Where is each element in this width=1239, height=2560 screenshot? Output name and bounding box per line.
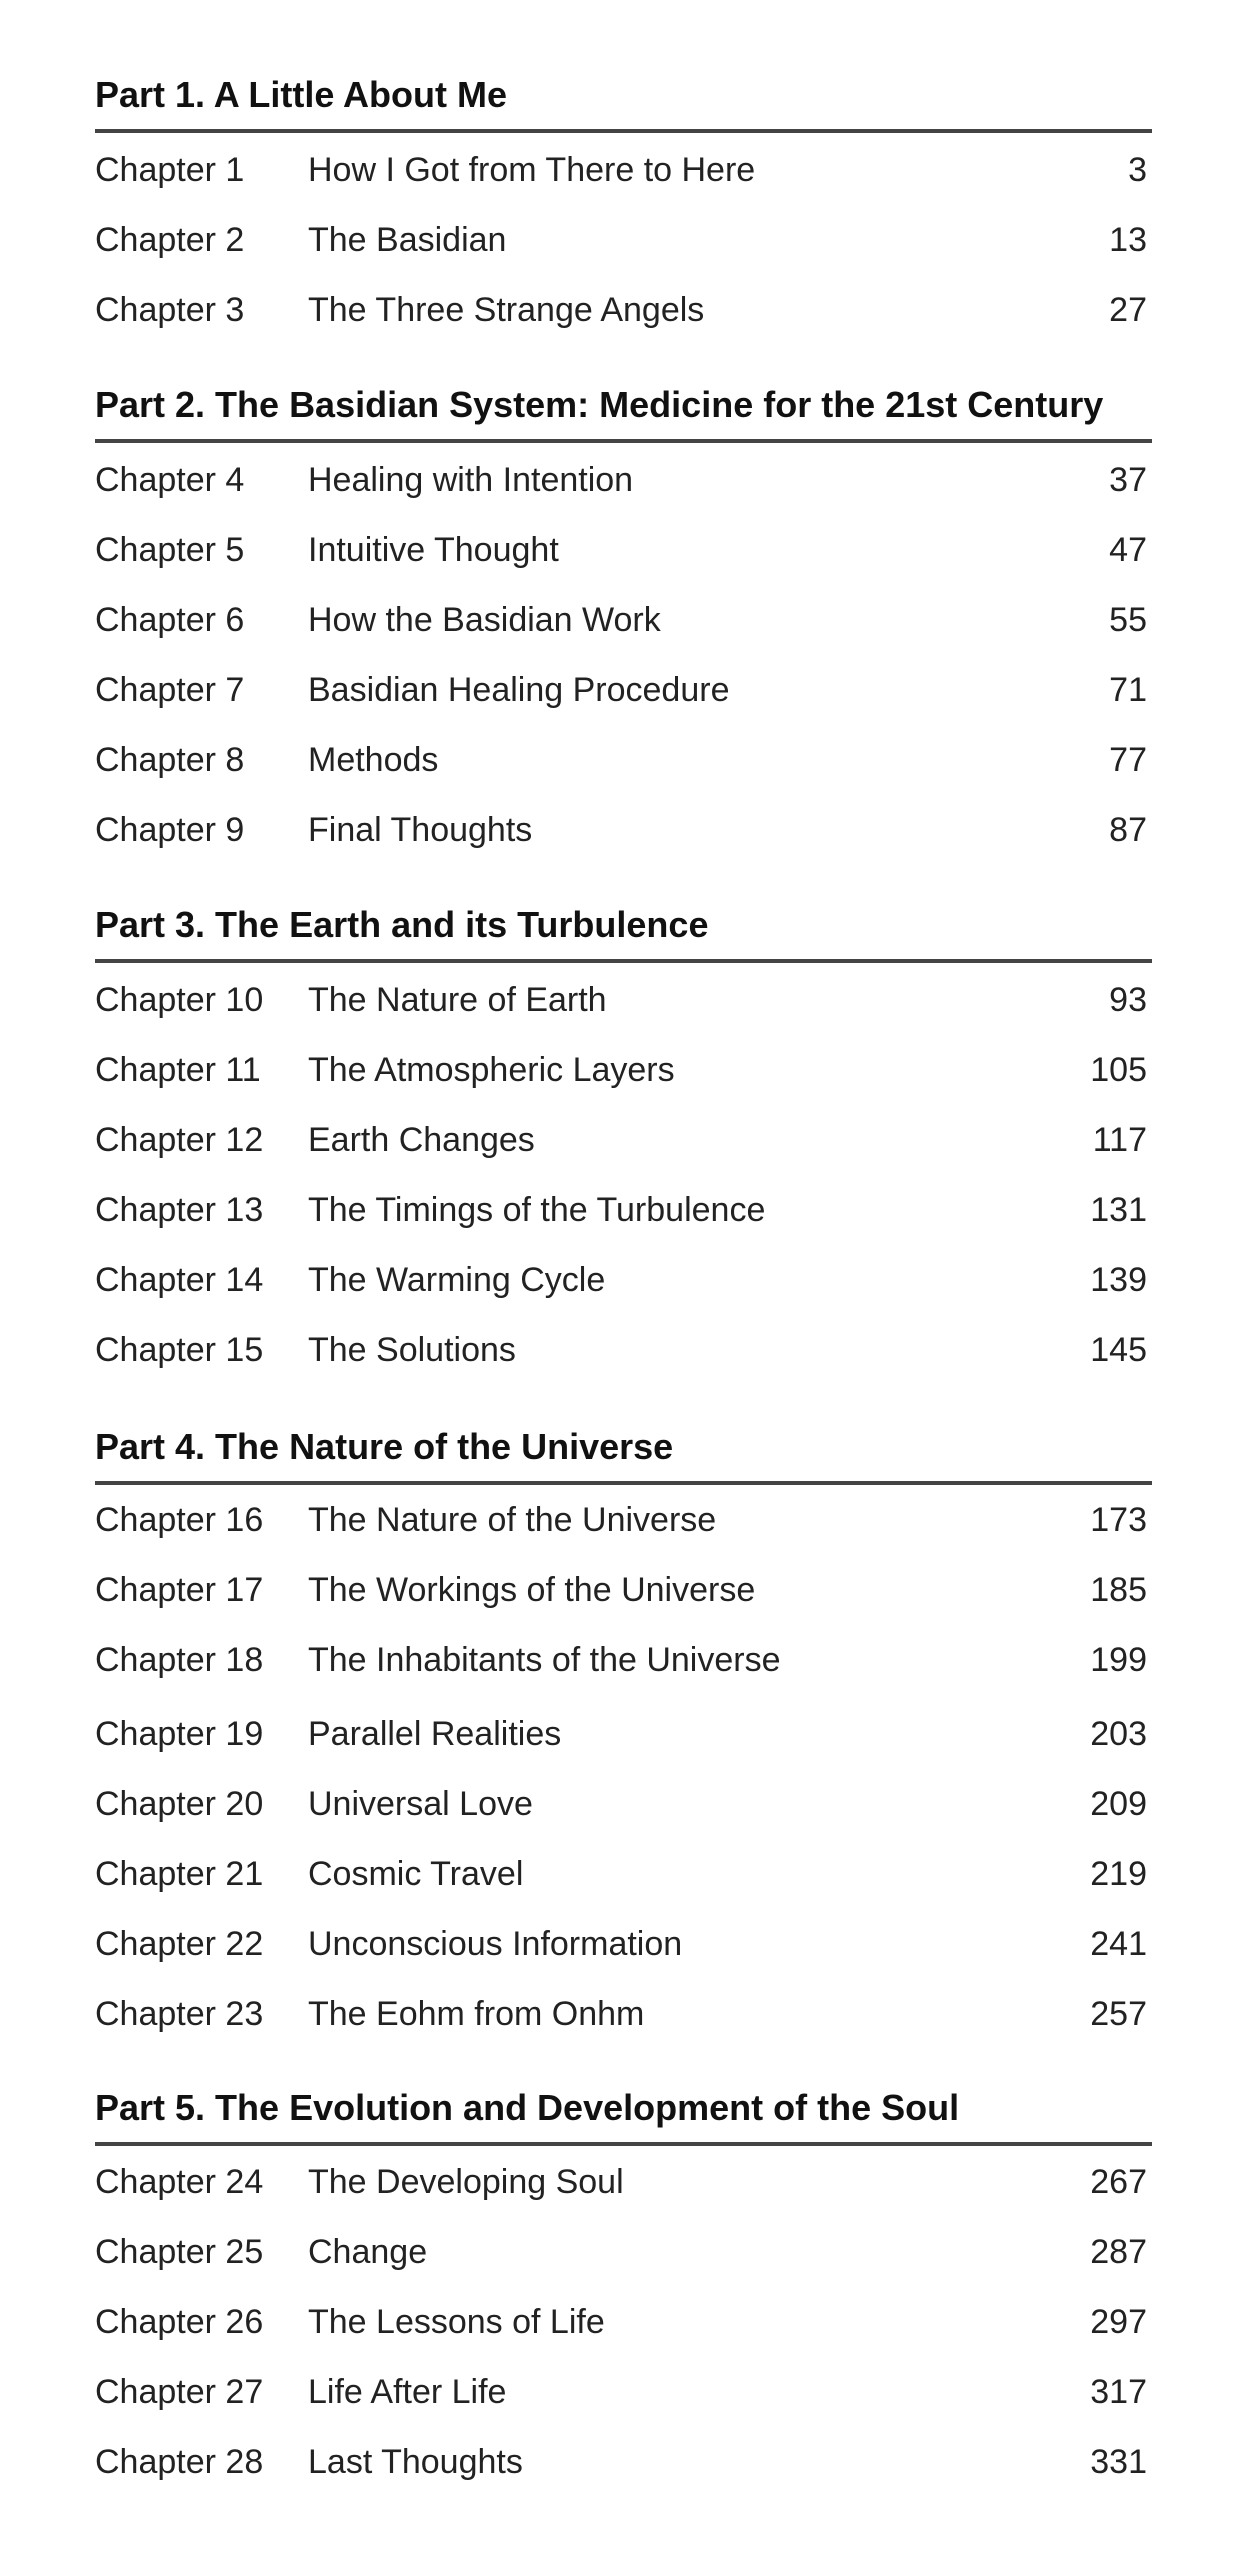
chapter-entry[interactable]	[0, 1700, 1239, 1768]
chapter-page-number: 297	[1090, 2303, 1147, 2341]
chapter-title: The Eohm from Onhm	[308, 1995, 645, 2033]
chapter-entry[interactable]	[0, 1316, 1239, 1384]
chapter-entry[interactable]	[0, 1106, 1239, 1174]
chapter-number: Chapter 13	[95, 1191, 264, 1229]
chapter-title: Life After Life	[308, 2373, 507, 2411]
chapter-page-number: 145	[1090, 1331, 1147, 1369]
chapter-page-number: 117	[1092, 1121, 1147, 1159]
chapter-entry[interactable]	[0, 1556, 1239, 1624]
chapter-title: Basidian Healing Procedure	[308, 671, 730, 709]
part-heading: Part 3. The Earth and its Turbulence	[95, 904, 709, 945]
chapter-entry[interactable]	[0, 2218, 1239, 2286]
chapter-title: How I Got from There to Here	[308, 151, 756, 189]
part-heading: Part 1. A Little About Me	[95, 74, 508, 115]
chapter-page-number: 55	[1109, 601, 1147, 639]
chapter-number: Chapter 11	[95, 1051, 261, 1089]
chapter-number: Chapter 16	[95, 1501, 264, 1539]
part-heading: Part 5. The Evolution and Development of the Soul	[95, 2087, 960, 2128]
chapter-page-number: 185	[1090, 1571, 1147, 1609]
chapter-entry[interactable]	[0, 1910, 1239, 1978]
chapter-title: How the Basidian Work	[308, 601, 661, 639]
chapter-title: The Nature of the Universe	[308, 1501, 717, 1539]
part-heading: Part 2. The Basidian System: Medicine for the 21st Century	[95, 384, 1104, 425]
chapter-title: The Three Strange Angels	[308, 291, 705, 329]
chapter-page-number: 331	[1090, 2443, 1147, 2481]
chapter-number: Chapter 7	[95, 671, 245, 709]
chapter-number: Chapter 9	[95, 811, 245, 849]
chapter-page-number: 105	[1090, 1051, 1147, 1089]
chapter-number: Chapter 2	[95, 221, 245, 259]
chapter-page-number: 257	[1090, 1995, 1147, 2033]
chapter-title: The Atmospheric Layers	[308, 1051, 675, 1089]
chapter-entry[interactable]	[0, 276, 1239, 344]
chapter-entry[interactable]	[0, 796, 1239, 864]
part-divider	[95, 2142, 1152, 2146]
chapter-entry[interactable]	[0, 206, 1239, 274]
chapter-title: Parallel Realities	[308, 1715, 562, 1753]
chapter-entry[interactable]	[0, 1486, 1239, 1554]
chapter-number: Chapter 6	[95, 601, 245, 639]
chapter-page-number: 139	[1090, 1261, 1147, 1299]
chapter-entry[interactable]	[0, 1840, 1239, 1908]
chapter-number: Chapter 23	[95, 1995, 264, 2033]
part-divider	[95, 439, 1152, 443]
chapter-title: Final Thoughts	[308, 811, 533, 849]
chapter-title: The Lessons of Life	[308, 2303, 605, 2341]
part-divider	[95, 1481, 1152, 1485]
chapter-number: Chapter 20	[95, 1785, 264, 1823]
chapter-page-number: 203	[1090, 1715, 1147, 1753]
chapter-number: Chapter 22	[95, 1925, 264, 1963]
chapter-title: The Warming Cycle	[308, 1261, 606, 1299]
chapter-title: The Workings of the Universe	[308, 1571, 756, 1609]
chapter-page-number: 267	[1090, 2163, 1147, 2201]
chapter-page-number: 37	[1109, 461, 1147, 499]
chapter-number: Chapter 15	[95, 1331, 264, 1369]
chapter-entry[interactable]	[0, 136, 1239, 204]
chapter-page-number: 87	[1109, 811, 1147, 849]
chapter-entry[interactable]	[0, 1626, 1239, 1694]
chapter-page-number: 241	[1090, 1925, 1147, 1963]
chapter-title: Methods	[308, 741, 439, 779]
chapter-page-number: 199	[1090, 1641, 1147, 1679]
chapter-number: Chapter 5	[95, 531, 245, 569]
chapter-number: Chapter 18	[95, 1641, 264, 1679]
chapter-entry[interactable]	[0, 586, 1239, 654]
chapter-title: Healing with Intention	[308, 461, 634, 499]
chapter-number: Chapter 26	[95, 2303, 264, 2341]
chapter-title: The Timings of the Turbulence	[308, 1191, 766, 1229]
chapter-number: Chapter 25	[95, 2233, 264, 2271]
part-divider	[95, 959, 1152, 963]
chapter-title: The Basidian	[308, 221, 507, 259]
chapter-number: Chapter 19	[95, 1715, 264, 1753]
chapter-entry[interactable]	[0, 2428, 1239, 2496]
chapter-number: Chapter 4	[95, 461, 245, 499]
chapter-title: Earth Changes	[308, 1121, 535, 1159]
chapter-title: Cosmic Travel	[308, 1855, 524, 1893]
chapter-page-number: 3	[1128, 151, 1147, 189]
chapter-entry[interactable]	[0, 2358, 1239, 2426]
chapter-title: Last Thoughts	[308, 2443, 523, 2481]
chapter-page-number: 71	[1109, 671, 1147, 709]
chapter-entry[interactable]	[0, 1246, 1239, 1314]
chapter-number: Chapter 27	[95, 2373, 264, 2411]
chapter-page-number: 317	[1090, 2373, 1147, 2411]
chapter-page-number: 173	[1090, 1501, 1147, 1539]
chapter-title: The Solutions	[308, 1331, 516, 1369]
chapter-number: Chapter 14	[95, 1261, 264, 1299]
chapter-number: Chapter 28	[95, 2443, 264, 2481]
chapter-number: Chapter 1	[95, 151, 245, 189]
chapter-page-number: 13	[1109, 221, 1147, 259]
chapter-title: The Inhabitants of the Universe	[308, 1641, 781, 1679]
chapter-page-number: 287	[1090, 2233, 1147, 2271]
chapter-page-number: 219	[1090, 1855, 1147, 1893]
chapter-page-number: 27	[1109, 291, 1147, 329]
part-heading: Part 4. The Nature of the Universe	[95, 1426, 674, 1467]
chapter-title: The Developing Soul	[308, 2163, 624, 2201]
chapter-page-number: 47	[1109, 531, 1147, 569]
chapter-number: Chapter 17	[95, 1571, 264, 1609]
chapter-entry[interactable]	[0, 2288, 1239, 2356]
part-divider	[95, 129, 1152, 133]
chapter-entry[interactable]	[0, 966, 1239, 1034]
chapter-number: Chapter 10	[95, 981, 264, 1019]
chapter-entry[interactable]	[0, 516, 1239, 584]
chapter-entry[interactable]	[0, 1980, 1239, 2048]
chapter-number: Chapter 3	[95, 291, 245, 329]
chapter-entry[interactable]	[0, 726, 1239, 794]
chapter-page-number: 209	[1090, 1785, 1147, 1823]
chapter-number: Chapter 21	[95, 1855, 264, 1893]
chapter-title: The Nature of Earth	[308, 981, 607, 1019]
chapter-entry[interactable]	[0, 1770, 1239, 1838]
chapter-page-number: 131	[1090, 1191, 1147, 1229]
chapter-page-number: 77	[1109, 741, 1147, 779]
chapter-title: Universal Love	[308, 1785, 533, 1823]
chapter-entry[interactable]	[0, 2148, 1239, 2216]
chapter-number: Chapter 12	[95, 1121, 264, 1159]
chapter-page-number: 93	[1109, 981, 1147, 1019]
chapter-title: Change	[308, 2233, 428, 2271]
chapter-title: Unconscious Information	[308, 1925, 683, 1963]
chapter-entry[interactable]	[0, 1176, 1239, 1244]
chapter-title: Intuitive Thought	[308, 531, 559, 569]
chapter-entry[interactable]	[0, 656, 1239, 724]
chapter-entry[interactable]	[0, 1036, 1239, 1104]
chapter-number: Chapter 8	[95, 741, 245, 779]
chapter-number: Chapter 24	[95, 2163, 264, 2201]
chapter-entry[interactable]	[0, 446, 1239, 514]
